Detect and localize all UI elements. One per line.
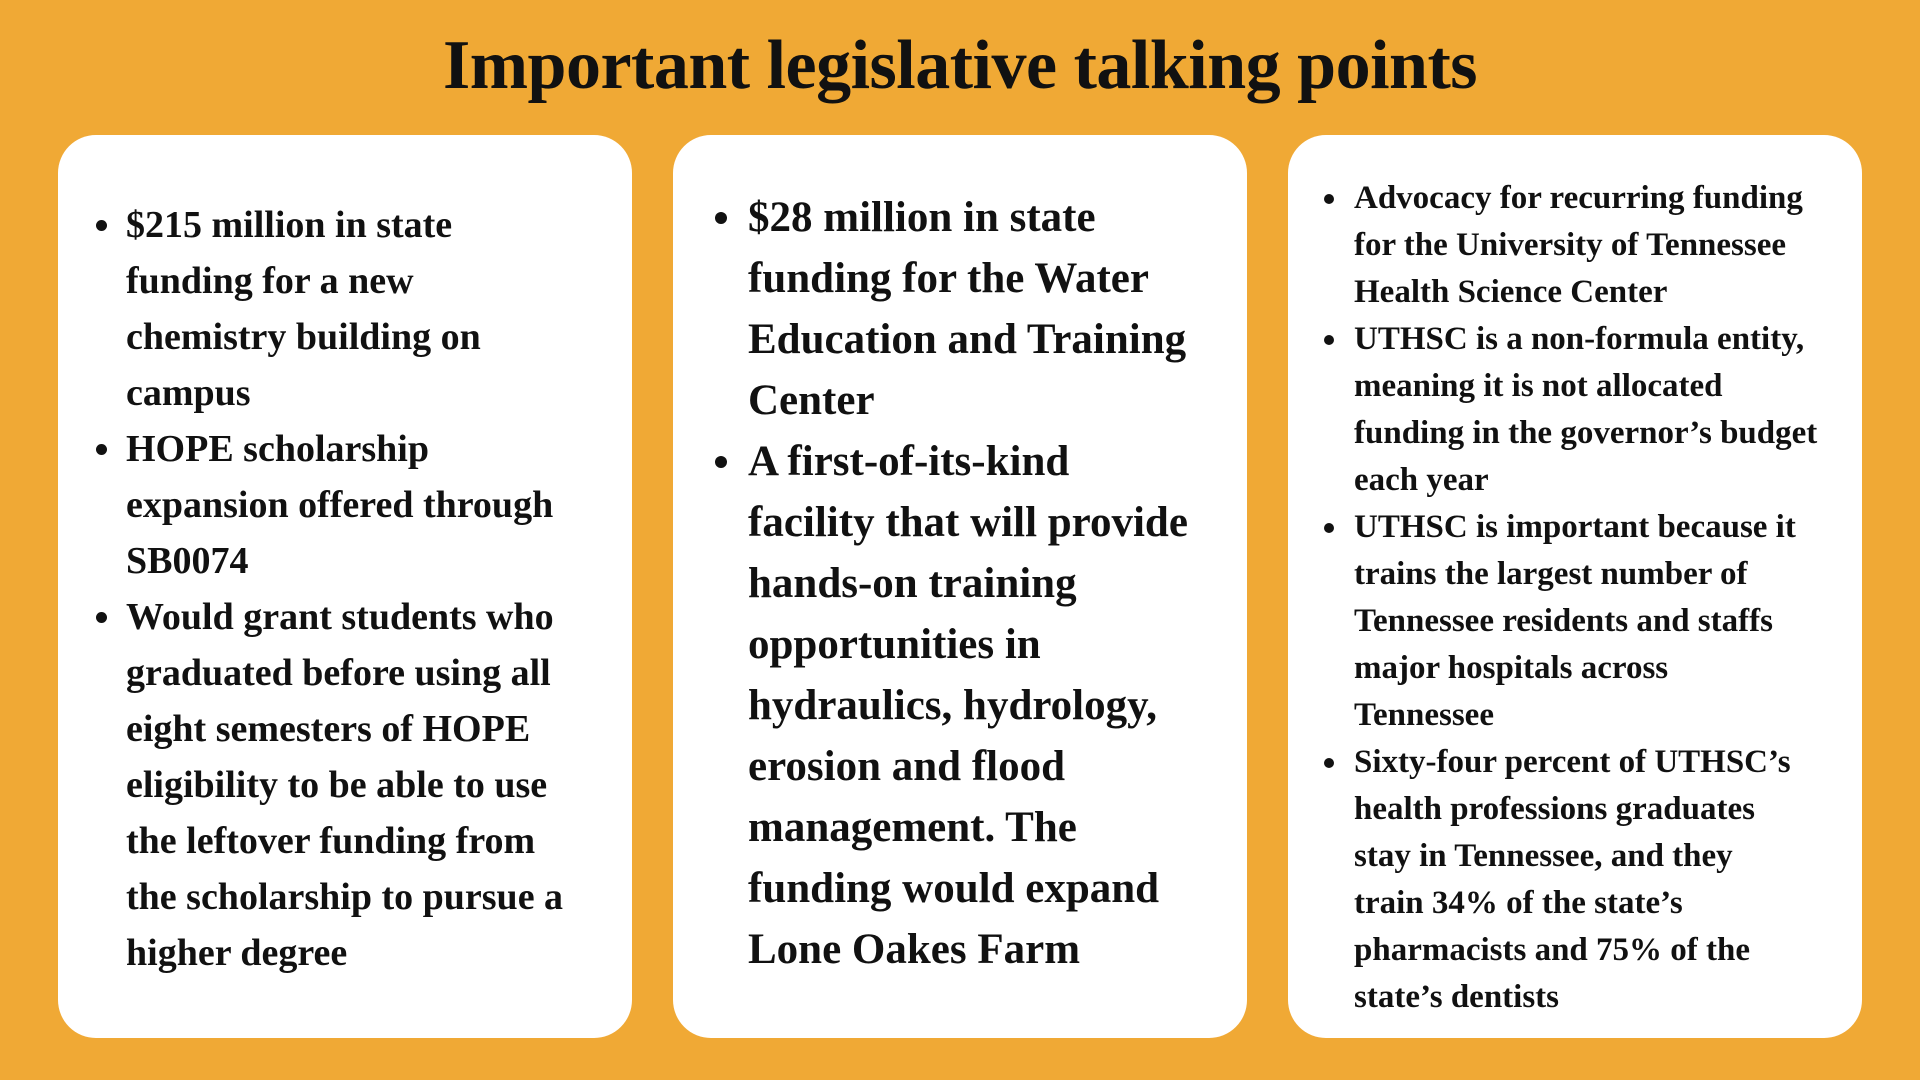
bullet-dot-icon bbox=[715, 456, 727, 468]
bullet-item bbox=[1354, 739, 1817, 1021]
bullet-text-line: Advocacy for recurring funding bbox=[1354, 180, 1803, 216]
bullet-list bbox=[1354, 175, 1817, 1021]
bullet-text-line: Would grant students who bbox=[126, 596, 554, 638]
bullet-text-line: SB0074 bbox=[126, 540, 249, 582]
bullet-text-line: A first-of-its-kind bbox=[748, 438, 1070, 485]
bullet-text-line: train 34% of the state’s bbox=[1354, 885, 1683, 921]
bullet-text-line: expansion offered through bbox=[126, 484, 554, 526]
bullet-dot-icon bbox=[1324, 335, 1334, 345]
bullet-text-line: $215 million in state bbox=[126, 204, 453, 246]
bullet-dot-icon bbox=[96, 220, 107, 231]
bullet-text-line: funding for the Water bbox=[748, 255, 1149, 302]
bullet-text-line: Sixty-four percent of UTHSC’s bbox=[1354, 744, 1791, 780]
card-chemistry-hope bbox=[58, 135, 632, 1038]
bullet-dot-icon bbox=[96, 444, 107, 455]
bullet-text-line: UTHSC is important because it bbox=[1354, 509, 1796, 545]
bullet-text-line: each year bbox=[1354, 462, 1489, 498]
bullet-dot-icon bbox=[715, 212, 727, 224]
bullet-text-line: state’s dentists bbox=[1354, 979, 1560, 1015]
page-title: Important legislative talking points bbox=[442, 27, 1478, 104]
bullet-list bbox=[126, 197, 563, 981]
bullet-text-line: funding would expand bbox=[748, 865, 1160, 912]
bullet-text-line: the leftover funding from bbox=[126, 820, 536, 862]
bullet-text-line: HOPE scholarship bbox=[126, 428, 429, 470]
bullet-text-line: opportunities in bbox=[748, 621, 1041, 668]
bullet-text-line: facility that will provide bbox=[748, 499, 1188, 546]
bullet-text-line: Center bbox=[748, 377, 875, 424]
bullet-text-line: major hospitals across bbox=[1354, 650, 1669, 686]
bullet-text-line: hands-on training bbox=[748, 560, 1077, 607]
bullet-text-line: UTHSC is a non-formula entity, bbox=[1354, 321, 1805, 357]
bullet-item bbox=[1354, 504, 1817, 739]
bullet-item bbox=[126, 589, 563, 981]
bullet-dot-icon bbox=[96, 612, 107, 623]
bullet-text-line: stay in Tennessee, and they bbox=[1354, 838, 1733, 874]
bullet-text-line: eight semesters of HOPE bbox=[126, 708, 531, 750]
bullet-dot-icon bbox=[1324, 758, 1334, 768]
card-uthsc bbox=[1288, 135, 1862, 1038]
bullet-text-line: for the University of Tennessee bbox=[1354, 227, 1787, 263]
bullet-list bbox=[748, 187, 1188, 980]
bullet-text-line: pharmacists and 75% of the bbox=[1354, 932, 1751, 968]
bullet-text-line: management. The bbox=[748, 804, 1077, 851]
bullet-item bbox=[1354, 175, 1817, 316]
bullet-item bbox=[748, 187, 1188, 431]
bullet-text-line: Education and Training bbox=[748, 316, 1187, 363]
bullet-text-line: Lone Oakes Farm bbox=[748, 926, 1081, 973]
card-water-education bbox=[673, 135, 1247, 1038]
bullet-item bbox=[126, 421, 563, 589]
bullet-text-line: erosion and flood bbox=[748, 743, 1065, 790]
bullet-text-line: Tennessee residents and staffs bbox=[1354, 603, 1773, 639]
bullet-text-line: higher degree bbox=[126, 932, 348, 974]
bullet-text-line: $28 million in state bbox=[748, 194, 1096, 241]
bullet-text-line: chemistry building on bbox=[126, 316, 481, 358]
bullet-text-line: Health Science Center bbox=[1354, 274, 1668, 310]
bullet-text-line: Tennessee bbox=[1354, 697, 1494, 733]
bullet-dot-icon bbox=[1324, 194, 1334, 204]
bullet-text-line: hydraulics, hydrology, bbox=[748, 682, 1158, 729]
bullet-text-line: trains the largest number of bbox=[1354, 556, 1748, 592]
bullet-text-line: campus bbox=[126, 372, 251, 414]
bullet-text-line: the scholarship to pursue a bbox=[126, 876, 564, 918]
bullet-dot-icon bbox=[1324, 523, 1334, 533]
bullet-text-line: eligibility to be able to use bbox=[126, 764, 548, 806]
bullet-text-line: funding in the governor’s budget bbox=[1354, 415, 1818, 451]
bullet-text-line: meaning it is not allocated bbox=[1354, 368, 1723, 404]
bullet-text-line: graduated before using all bbox=[126, 652, 551, 694]
bullet-item bbox=[748, 431, 1188, 980]
bullet-item bbox=[1354, 316, 1817, 504]
bullet-item bbox=[126, 197, 563, 421]
bullet-text-line: funding for a new bbox=[126, 260, 414, 302]
bullet-text-line: health professions graduates bbox=[1354, 791, 1755, 827]
